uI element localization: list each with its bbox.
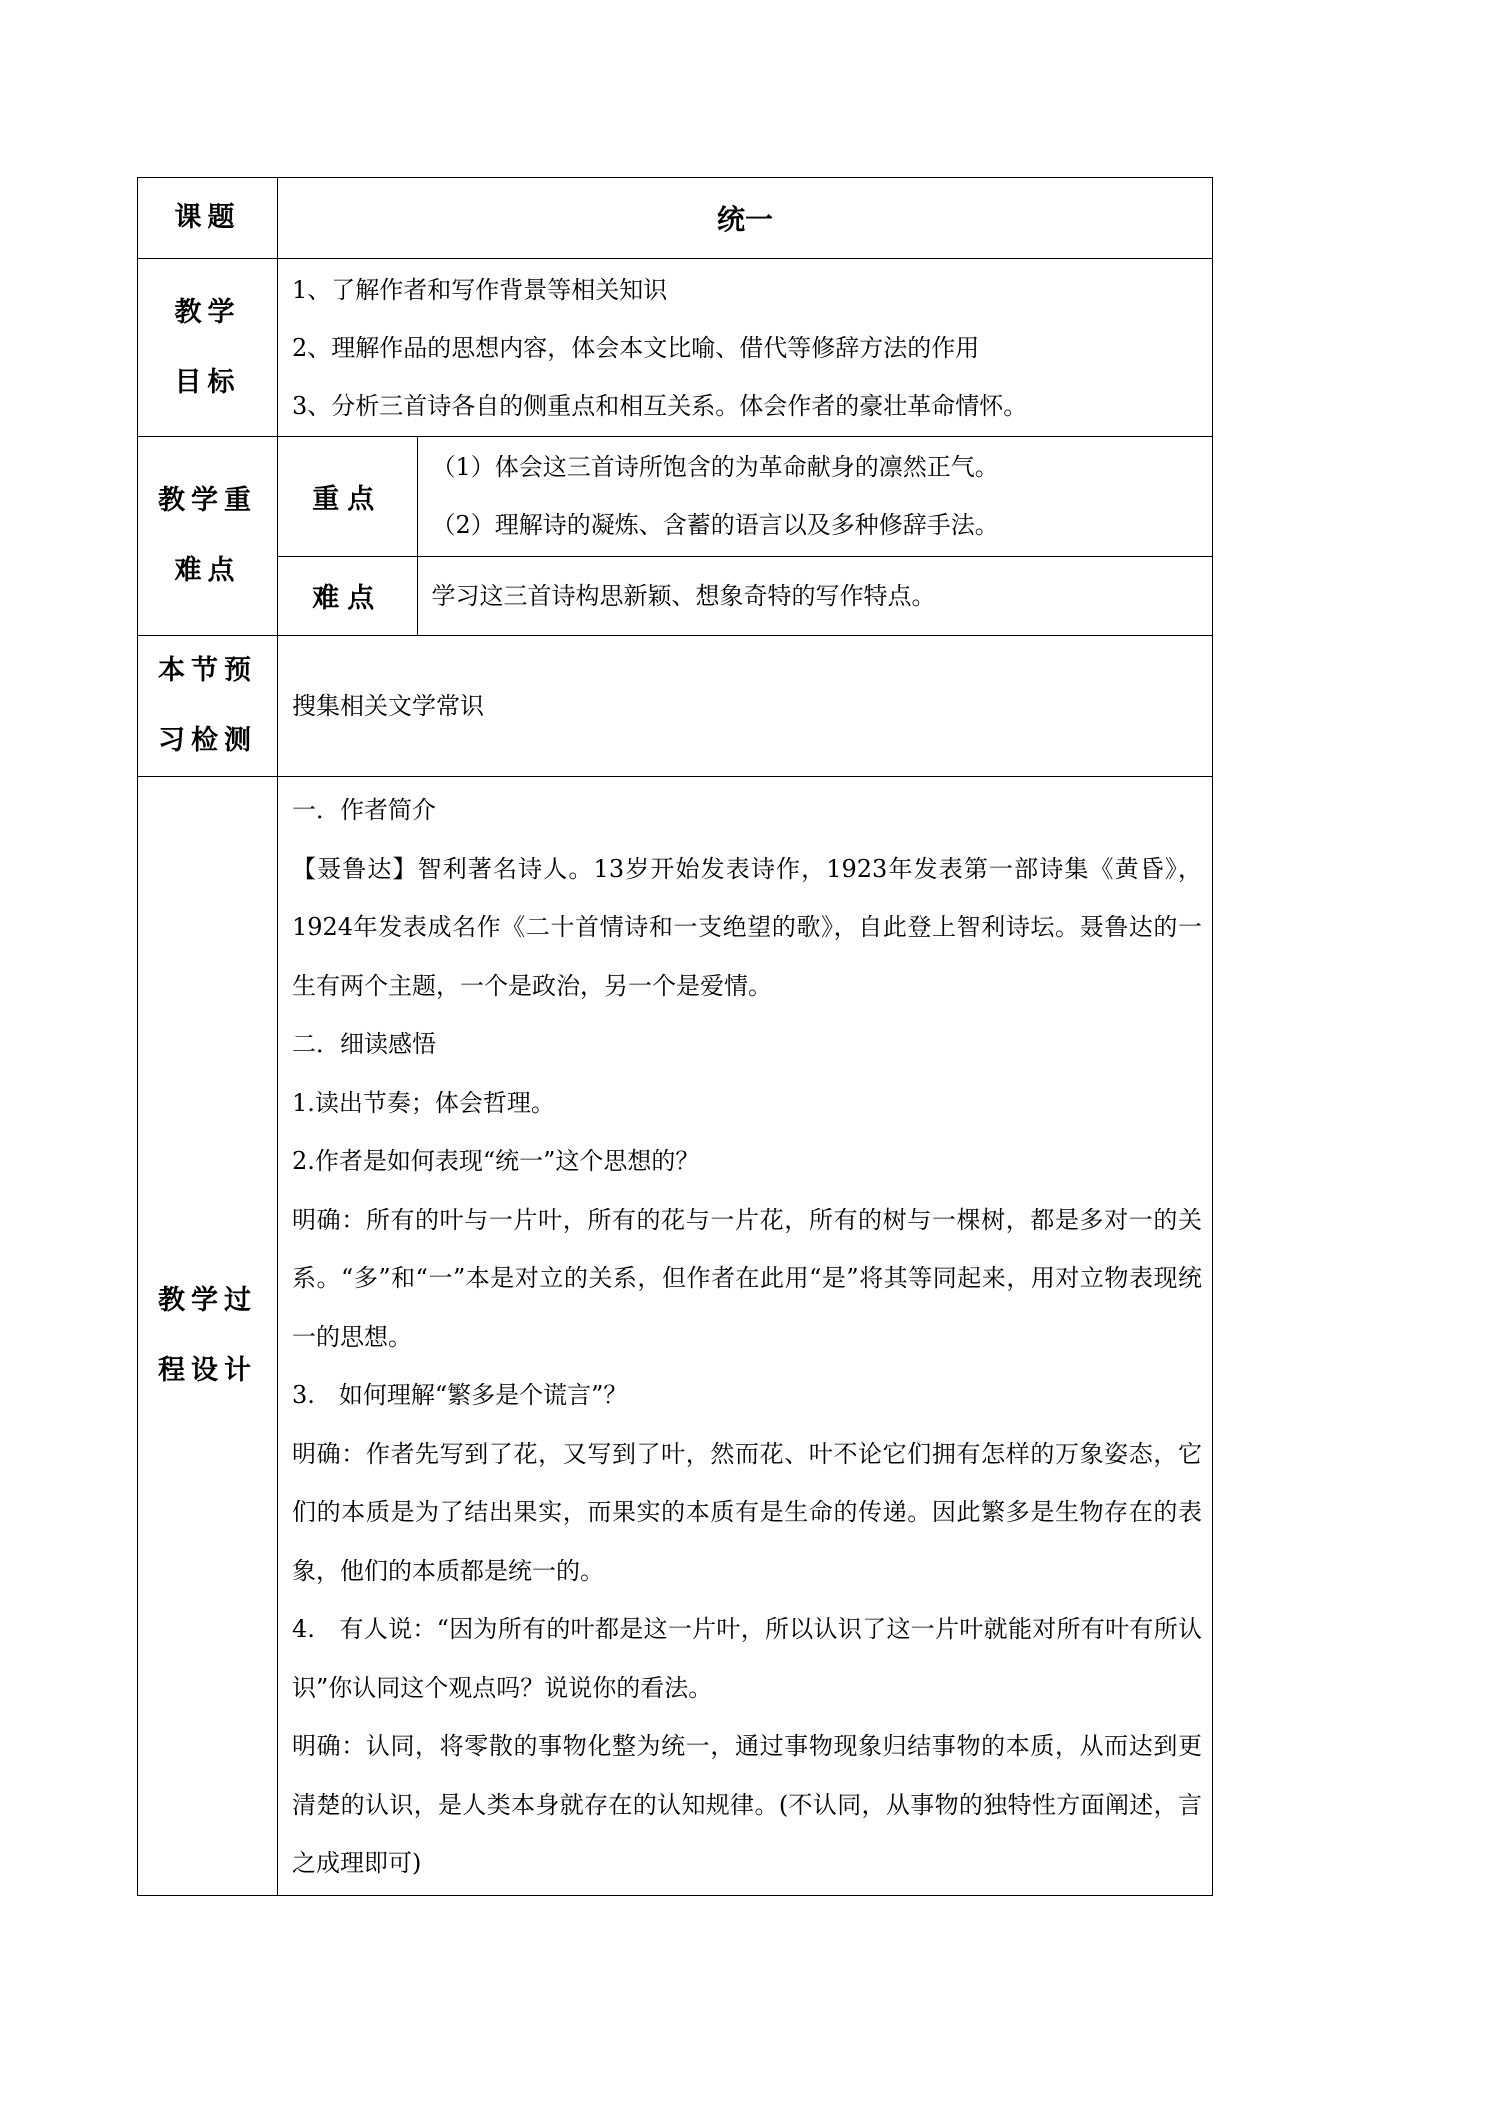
- focus-row: [278, 437, 1213, 556]
- process-question-2: 2.作者是如何表现“统一”这个思想的？: [292, 1147, 700, 1175]
- preview-content: [278, 636, 1213, 777]
- key-points-label: [138, 437, 278, 636]
- process-label: [138, 777, 278, 1896]
- process-heading-reading: 二．细读感悟: [292, 1030, 436, 1058]
- process-author-bio: 【聂鲁达】智利著名诗人。13岁开始发表诗作，1923年发表第一部诗集《黄昏》，1924年发表成名作《二十首情诗和一支绝望的歌》，自此登上智利诗坛。聂鲁达的一生有两个主题，一个是政治，另一个是爱情。: [292, 854, 1202, 1000]
- key-points-label-line-2: 难点: [174, 555, 241, 586]
- goal-item-3: 3、分析三首诗各自的侧重点和相互关系。体会作者的豪壮革命情怀。: [292, 391, 1028, 420]
- difficulty-label: 难点: [278, 556, 417, 635]
- process-content: [278, 777, 1213, 1896]
- process-question-4: 4. 有人说：“因为所有的叶都是这一片叶，所以认识了这一片叶就能对所有叶有所认识”你认同这个观点吗？说说你的看法。: [292, 1615, 1202, 1702]
- focus-label: 重点: [278, 437, 417, 556]
- focus-item-2: （2）理解诗的凝炼、含蓄的语言以及多种修辞手法。: [431, 511, 999, 540]
- goal-item-2: 2、理解作品的思想内容，体会本文比喻、借代等修辞方法的作用: [292, 333, 980, 362]
- key-points-cell: [278, 437, 1213, 636]
- process-answer-2: 明确：所有的叶与一片叶，所有的花与一片花，所有的树与一棵树，都是多对一的关系。“多”和“一”本是对立的关系，但作者在此用“是”将其等同起来，用对立物表现统一的思想。: [292, 1205, 1202, 1351]
- topic-row: [138, 178, 1213, 259]
- lesson-plan-table: [137, 177, 1213, 1896]
- preview-row: [138, 636, 1213, 777]
- focus-item-1: （1）体会这三首诗所饱含的为革命献身的凛然正气。: [431, 453, 999, 482]
- preview-label: [138, 636, 278, 777]
- process-heading-author: 一．作者简介: [292, 796, 436, 824]
- key-points-subtable: [278, 437, 1213, 635]
- process-row: [138, 777, 1213, 1896]
- goals-label: [138, 259, 278, 437]
- process-answer-3: 明确：作者先写到了花，又写到了叶，然而花、叶不论它们拥有怎样的万象姿态，它们的本质是为了结出果实，而果实的本质有是生命的传递。因此繁多是生物存在的表象，他们的本质都是统一的。: [292, 1439, 1202, 1585]
- topic-title: 统一: [278, 178, 1213, 259]
- preview-label-line-2: 习检测: [158, 725, 257, 756]
- focus-content: [417, 437, 1213, 556]
- goals-label-line-2: 目标: [174, 366, 241, 398]
- process-label-line-1: 教学过: [158, 1285, 257, 1316]
- difficulty-row: [278, 556, 1213, 635]
- goals-content: [278, 259, 1213, 437]
- process-question-3: 3. 如何理解“繁多是个谎言”？: [292, 1381, 628, 1409]
- goals-label-line-1: 教学: [174, 296, 241, 328]
- preview-label-line-1: 本节预: [158, 655, 257, 686]
- key-points-label-line-1: 教学重: [158, 485, 257, 516]
- preview-item: 搜集相关文学常识: [292, 692, 484, 720]
- goal-item-1: 1、了解作者和写作背景等相关知识: [292, 275, 668, 304]
- key-points-row: [138, 437, 1213, 636]
- process-step-1: 1.读出节奏；体会哲理。: [292, 1088, 555, 1117]
- process-label-line-2: 程设计: [158, 1355, 257, 1386]
- process-answer-4: 明确：认同，将零散的事物化整为统一，通过事物现象归结事物的本质，从而达到更清楚的认识，是人类本身就存在的认知规律。(不认同，从事物的独特性方面阐述，言之成理即可): [292, 1732, 1202, 1877]
- difficulty-item: 学习这三首诗构思新颖、想象奇特的写作特点。: [431, 581, 936, 610]
- goals-row: [138, 259, 1213, 437]
- topic-label: 课题: [138, 178, 278, 259]
- difficulty-content: [417, 556, 1213, 635]
